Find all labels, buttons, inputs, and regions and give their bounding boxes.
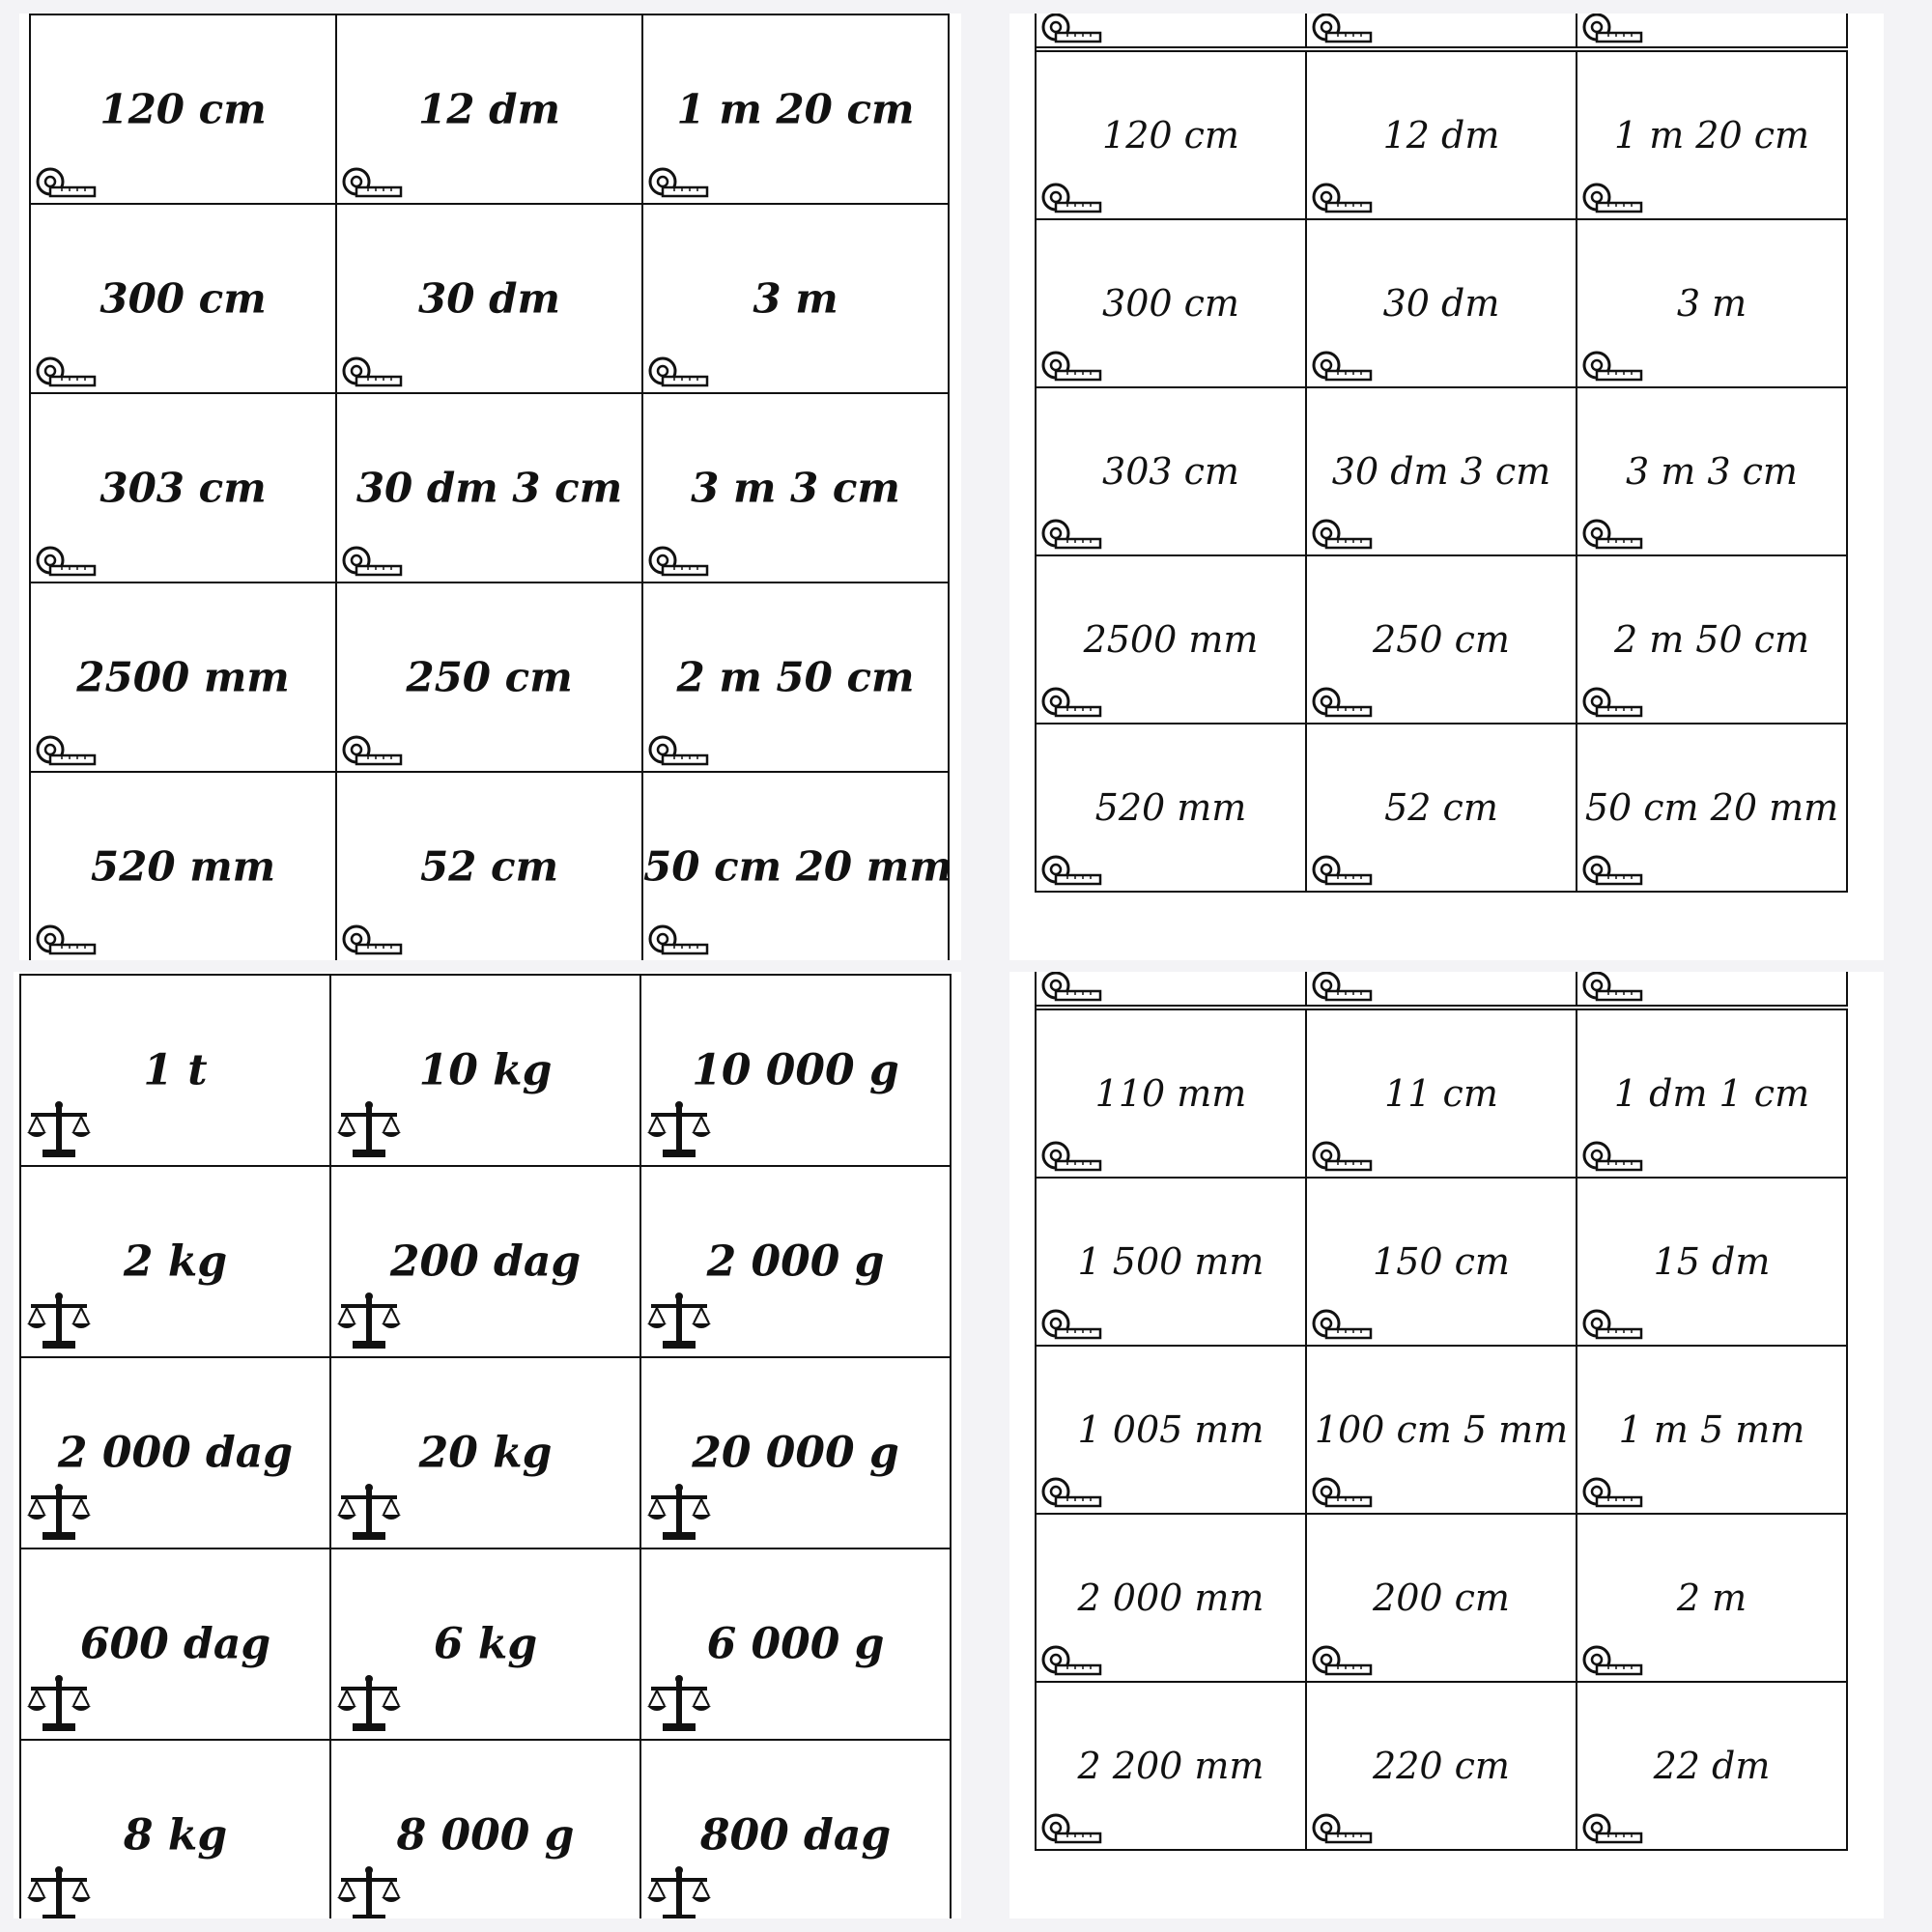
tape-measure-icon [1040, 1138, 1104, 1173]
card-value: 300 cm [99, 274, 267, 323]
card-value: 15 dm [1653, 1240, 1771, 1283]
card-cell [21, 1167, 331, 1358]
card-grid [1035, 50, 1848, 893]
card-value: 110 mm [1094, 1072, 1247, 1115]
card-value: 10 000 g [692, 1045, 899, 1095]
card-value: 30 dm [418, 274, 560, 323]
card-cell [1037, 1347, 1307, 1515]
tape-measure-icon [1581, 1474, 1645, 1509]
balance-scale-icon [647, 1864, 711, 1918]
card-value: 2 m [1676, 1577, 1747, 1619]
card-cell [337, 394, 643, 583]
tape-measure-icon [1581, 348, 1645, 383]
card-cell [1577, 52, 1848, 220]
card-value: 250 cm [406, 653, 573, 701]
card-grid [19, 974, 952, 1918]
tape-measure-icon [647, 732, 711, 767]
card-cell [641, 1358, 952, 1549]
balance-scale-icon [27, 1291, 91, 1350]
tape-measure-icon [35, 354, 99, 388]
tape-measure-icon [1581, 1810, 1645, 1845]
card-cell [1037, 556, 1307, 724]
tape-measure-icon [1040, 852, 1104, 887]
card-cell [331, 1358, 641, 1549]
tape-measure-icon [1040, 684, 1104, 719]
card-value: 520 mm [1094, 786, 1247, 829]
tape-measure-icon [1311, 180, 1375, 214]
card-value: 30 dm 3 cm [1331, 450, 1551, 493]
card-value: 6 000 g [706, 1619, 885, 1669]
card-value: 3 m 3 cm [1626, 450, 1798, 493]
card-cell [337, 15, 643, 205]
card-cell [1307, 1683, 1577, 1851]
tape-measure-icon [1581, 972, 1645, 1003]
card-value: 2 kg [123, 1236, 228, 1287]
balance-scale-icon [647, 1482, 711, 1542]
tape-measure-icon [647, 164, 711, 199]
card-cell [21, 1741, 331, 1918]
tape-measure-icon [1581, 852, 1645, 887]
balance-scale-icon [337, 1482, 401, 1542]
balance-scale-icon [337, 1099, 401, 1159]
card-cell [1307, 1347, 1577, 1515]
tape-measure-icon [341, 354, 405, 388]
card-cell [1037, 724, 1307, 893]
card-cell [31, 394, 337, 583]
card-value: 303 cm [99, 464, 267, 512]
card-cell-partial [1577, 972, 1848, 1007]
card-value: 2 000 dag [57, 1428, 294, 1478]
tape-measure-icon [1311, 852, 1375, 887]
tape-measure-icon [1040, 1474, 1104, 1509]
card-cell [1037, 52, 1307, 220]
card-cell [1577, 1515, 1848, 1683]
card-value: 30 dm 3 cm [355, 464, 623, 512]
card-cell-partial [1307, 14, 1577, 48]
card-value: 1 m 20 cm [1613, 114, 1810, 156]
card-cell [337, 205, 643, 394]
card-value: 2 000 g [706, 1236, 885, 1287]
card-value: 3 m [753, 274, 838, 323]
card-value: 50 cm 20 mm [643, 842, 952, 891]
balance-scale-icon [647, 1099, 711, 1159]
card-value: 52 cm [419, 842, 559, 891]
card-cell [641, 1167, 952, 1358]
tape-measure-icon [1040, 180, 1104, 214]
tape-measure-icon [1311, 516, 1375, 551]
card-value: 2500 mm [76, 653, 290, 701]
card-cell-partial [1577, 14, 1848, 48]
tape-measure-icon [1311, 1474, 1375, 1509]
tape-measure-icon [1581, 684, 1645, 719]
card-value: 2 000 mm [1077, 1577, 1264, 1619]
card-cell [1307, 724, 1577, 893]
card-cell [643, 394, 950, 583]
card-value: 303 cm [1102, 450, 1239, 493]
card-cell [1577, 1179, 1848, 1347]
card-value: 250 cm [1373, 618, 1510, 661]
card-value: 12 dm [1382, 114, 1500, 156]
tape-measure-icon [341, 164, 405, 199]
card-cell [643, 583, 950, 773]
card-cell-partial [1037, 14, 1307, 48]
card-cell [331, 1549, 641, 1741]
card-cell [31, 205, 337, 394]
card-value: 3 m [1676, 282, 1747, 325]
card-cell [1037, 1179, 1307, 1347]
tape-measure-icon [341, 732, 405, 767]
card-cell [331, 976, 641, 1167]
balance-scale-icon [27, 1099, 91, 1159]
tape-measure-icon [1581, 1642, 1645, 1677]
tape-measure-icon [1311, 1306, 1375, 1341]
card-cell-partial [1037, 972, 1307, 1007]
tape-measure-icon [647, 922, 711, 956]
tape-measure-icon [35, 922, 99, 956]
card-value: 8 000 g [396, 1810, 575, 1861]
card-value: 30 dm [1382, 282, 1500, 325]
card-cell [337, 773, 643, 960]
card-grid [1035, 1009, 1848, 1851]
card-cell [1307, 556, 1577, 724]
balance-scale-icon [27, 1482, 91, 1542]
card-cell [1037, 1683, 1307, 1851]
balance-scale-icon [337, 1673, 401, 1733]
tape-measure-icon [1040, 1810, 1104, 1845]
card-value: 10 kg [418, 1045, 553, 1095]
card-cell [1307, 220, 1577, 388]
card-value: 220 cm [1373, 1745, 1510, 1787]
card-cell [331, 1741, 641, 1918]
tape-measure-icon [1311, 348, 1375, 383]
tape-measure-icon [341, 922, 405, 956]
card-cell [21, 976, 331, 1167]
card-value: 2 m 50 cm [676, 653, 915, 701]
card-cell [641, 976, 952, 1167]
card-value: 300 cm [1102, 282, 1239, 325]
card-value: 120 cm [99, 85, 267, 133]
tape-measure-icon [1311, 972, 1375, 1003]
card-cell-partial [1307, 972, 1577, 1007]
balance-scale-icon [647, 1291, 711, 1350]
tape-measure-icon [341, 543, 405, 578]
card-value: 20 000 g [692, 1428, 899, 1478]
tape-measure-icon [1040, 516, 1104, 551]
card-cell [31, 773, 337, 960]
card-cell [337, 583, 643, 773]
card-cell [331, 1167, 641, 1358]
panel-length-1 [19, 14, 961, 960]
card-value: 100 cm 5 mm [1314, 1408, 1569, 1451]
card-value: 120 cm [1102, 114, 1239, 156]
card-value: 6 kg [433, 1619, 538, 1669]
tape-measure-icon [1581, 1138, 1645, 1173]
tape-measure-icon [1040, 14, 1104, 44]
card-value: 1 t [143, 1045, 208, 1095]
balance-scale-icon [27, 1673, 91, 1733]
tape-measure-icon [35, 164, 99, 199]
tape-measure-icon [1040, 348, 1104, 383]
card-value: 2 m 50 cm [1613, 618, 1810, 661]
tape-measure-icon [1311, 1138, 1375, 1173]
balance-scale-icon [647, 1673, 711, 1733]
top-icon-strip [1035, 14, 1852, 50]
tape-measure-icon [1040, 1642, 1104, 1677]
card-cell [1037, 1010, 1307, 1179]
card-cell [1307, 1515, 1577, 1683]
card-value: 1 500 mm [1077, 1240, 1264, 1283]
tape-measure-icon [1581, 1306, 1645, 1341]
card-cell [1577, 556, 1848, 724]
card-cell [641, 1549, 952, 1741]
card-value: 520 mm [90, 842, 276, 891]
card-cell [31, 15, 337, 205]
tape-measure-icon [35, 732, 99, 767]
card-cell [641, 1741, 952, 1918]
card-cell [1037, 220, 1307, 388]
card-value: 1 005 mm [1077, 1408, 1264, 1451]
card-cell [1577, 1347, 1848, 1515]
card-cell [31, 583, 337, 773]
card-cell [1577, 1010, 1848, 1179]
card-cell [1037, 388, 1307, 556]
tape-measure-icon [1311, 684, 1375, 719]
balance-scale-icon [337, 1864, 401, 1918]
card-value: 150 cm [1373, 1240, 1510, 1283]
card-cell [1307, 1179, 1577, 1347]
tape-measure-icon [1581, 516, 1645, 551]
card-cell [21, 1549, 331, 1741]
tape-measure-icon [647, 543, 711, 578]
card-value: 1 m 20 cm [676, 85, 915, 133]
card-cell [1577, 724, 1848, 893]
card-cell [1037, 1515, 1307, 1683]
tape-measure-icon [1311, 14, 1375, 44]
card-cell [643, 773, 950, 960]
card-value: 200 dag [389, 1236, 582, 1287]
card-value: 3 m 3 cm [691, 464, 900, 512]
card-cell [643, 205, 950, 394]
card-cell [1577, 388, 1848, 556]
card-cell [1577, 220, 1848, 388]
card-value: 600 dag [79, 1619, 271, 1669]
card-value: 1 dm 1 cm [1613, 1072, 1810, 1115]
tape-measure-icon [1311, 1642, 1375, 1677]
card-grid [29, 14, 950, 960]
card-cell [1307, 388, 1577, 556]
panel-mass [14, 972, 961, 1918]
panel-length-3 [1009, 972, 1884, 1918]
card-value: 11 cm [1384, 1072, 1498, 1115]
card-value: 1 m 5 mm [1618, 1408, 1805, 1451]
balance-scale-icon [27, 1864, 91, 1918]
card-value: 50 cm 20 mm [1584, 786, 1839, 829]
card-value: 22 dm [1653, 1745, 1771, 1787]
tape-measure-icon [1311, 1810, 1375, 1845]
tape-measure-icon [1040, 972, 1104, 1003]
card-cell [1307, 52, 1577, 220]
card-value: 2 200 mm [1077, 1745, 1264, 1787]
tape-measure-icon [647, 354, 711, 388]
card-cell [1577, 1683, 1848, 1851]
tape-measure-icon [35, 543, 99, 578]
tape-measure-icon [1581, 180, 1645, 214]
panel-length-2 [1009, 14, 1884, 960]
tape-measure-icon [1040, 1306, 1104, 1341]
card-value: 8 kg [123, 1810, 228, 1861]
card-cell [1307, 1010, 1577, 1179]
card-value: 800 dag [699, 1810, 892, 1861]
card-value: 200 cm [1373, 1577, 1510, 1619]
card-value: 12 dm [418, 85, 560, 133]
card-cell [21, 1358, 331, 1549]
balance-scale-icon [337, 1291, 401, 1350]
card-value: 2500 mm [1083, 618, 1259, 661]
card-value: 52 cm [1384, 786, 1498, 829]
card-value: 20 kg [418, 1428, 553, 1478]
card-cell [643, 15, 950, 205]
tape-measure-icon [1581, 14, 1645, 44]
top-icon-strip [1035, 972, 1852, 1009]
